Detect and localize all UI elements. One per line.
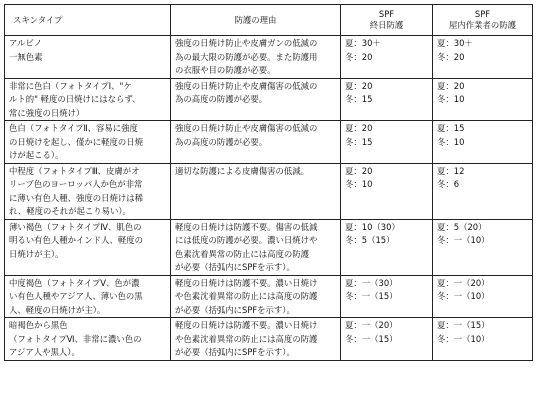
table-row [5,275,533,318]
cell-line: 夏：20 [437,80,465,91]
cell-line: 夏：20 [345,165,373,176]
cell-line: 夏：20 [345,123,373,133]
cell-line: 強度の日焼け防止や皮膚傷害の低減の [175,80,318,91]
spf-indoor-cell [433,78,533,121]
cell-line: 軽度の日焼けは防護不要。傷害の低減 [175,221,318,232]
spf-all-day-cell [341,121,433,164]
cell-line: 日焼けが主）。 [9,248,64,259]
reason-cell [171,36,341,79]
cell-line: 冬：6 [437,179,460,189]
cell-line: リーブ色のヨーロッパ人か色が非常 [9,179,143,189]
skin-type-cell [5,121,171,164]
table-row [5,318,533,361]
skin-type-cell [5,163,171,219]
reason-cell [171,318,341,361]
cell-line: 冬：5（15） [345,235,395,245]
skin-type-cell [5,318,171,361]
cell-line: 強度の日焼け防止や皮膚ガンの低減の [175,38,318,48]
spf-all-day-cell [341,78,433,121]
cell-line: 常に強度の日焼け） [9,107,85,118]
cell-line: が必要（括弧内にSPFを示す）。 [175,262,295,272]
spf-all-day-cell [341,318,433,361]
spf-indoor-cell [433,318,533,361]
cell-line: 冬：15 [345,94,373,104]
skin-type-cell [5,219,171,275]
cell-line: 明るい有色人種かインド人、軽度の [9,235,143,245]
reason-cell [171,219,341,275]
cell-line: 冬：一（10） [437,333,490,344]
skin-type-cell [5,36,171,79]
cell-line: 冬：一（10） [437,291,490,301]
table-row [5,219,533,275]
cell-line: 冬：一（15） [345,333,398,344]
cell-line: 夏：30＋ [437,38,473,48]
header-spf-indoor: SPF 屋内作業者の防護 [433,5,533,36]
cell-line: 冬：20 [437,51,465,62]
spf-indoor-cell [433,219,533,275]
cell-line: 冬：一（15） [345,291,398,301]
cell-line: や色素沈着異常の防止には高度の防護 [175,291,318,301]
cell-line: 強度の日焼け防止や皮膚傷害の低減の [175,123,318,133]
table-row [5,36,533,79]
cell-line: が必要（括弧内にSPFを示す）。 [175,347,295,357]
skin-type-cell [5,275,171,318]
cell-line: 夏：5（20） [437,221,487,232]
reason-cell [171,275,341,318]
spf-all-day-cell [341,163,433,219]
cell-line: 中度褐色（フォトタイプⅤ、色が濃 [9,277,140,288]
header-spf-all-day: SPF 終日防護 [341,5,433,36]
cell-line: 薄い褐色（フォトタイプⅣ、肌色の [9,221,142,232]
cell-line: の衣服や目の防護が必要。 [175,65,276,75]
cell-line: 適切な防護による皮膚傷害の低減。 [175,165,309,176]
cell-line: 夏：15 [437,123,465,133]
spf-all-day-cell [341,275,433,318]
reason-cell [171,163,341,219]
cell-line: が必要（括弧内にSPFを示す）。 [175,304,295,315]
reason-cell [171,78,341,121]
cell-line: 為の高度の防護が必要。 [175,94,268,104]
cell-line: 軽度の日焼けは防護不要。濃い日焼け [175,320,318,330]
cell-line: 夏：10（30） [345,221,400,232]
cell-line: 為の最大限の防護が必要。また防護用 [175,51,318,62]
skin-type-spf-table [4,4,533,361]
cell-line: 暗褐色から黒色 [9,320,68,330]
cell-line: 夏：20 [345,80,373,91]
cell-line: 色素沈着異常の防止には高度の防護 [175,248,309,259]
cell-line: 冬：20 [345,51,373,62]
reason-cell [171,121,341,164]
cell-line: い有色人種やアジア人、薄い色の黒 [9,291,143,301]
spf-indoor-cell [433,121,533,164]
spf-indoor-cell [433,275,533,318]
skin-type-cell [5,78,171,121]
cell-line: 中程度（フォトタイプⅢ、皮膚がオ [9,165,140,176]
spf-indoor-cell [433,163,533,219]
cell-line: 夏：一（30） [345,277,398,288]
cell-line: 夏：一（20） [345,320,398,330]
cell-line: 夏：一（15） [437,320,490,330]
cell-line: けが起こる）。 [9,150,64,160]
cell-line: 色白（フォトタイプⅡ、容易に強度 [9,123,138,133]
cell-line: れ、軽度のそれが起こり易い）。 [9,206,131,216]
cell-line: や色素沈着異常の防止には高度の防護 [175,333,318,344]
cell-line: 冬：一（10） [437,235,490,245]
spf-indoor-cell [433,36,533,79]
cell-line: （フォトタイプⅥ、非常に濃い色の [9,333,142,344]
spf-all-day-cell [341,36,433,79]
cell-line: 人、軽度の日焼けが主）。 [9,304,106,315]
cell-line: 非常に色白（フォトタイプⅠ、"ケ [9,80,132,91]
table-row [5,121,533,164]
cell-line: 夏：一（20） [437,277,490,288]
table-header-row [5,5,533,36]
header-skin-type: スキンタイプ [5,5,171,36]
spf-all-day-cell [341,219,433,275]
table-row [5,78,533,121]
cell-line: 冬：10 [437,136,465,147]
cell-line: アルビノ [9,38,43,48]
cell-line: 一無色素 [9,51,43,62]
cell-line: 冬：10 [437,94,465,104]
cell-line: に薄い有色人種、強度の日焼けは稀 [9,192,143,203]
cell-line: 冬：10 [345,179,373,189]
cell-line: 夏：30＋ [345,38,381,48]
cell-line: 夏：12 [437,165,465,176]
cell-line: アジア人や黒人）。 [9,347,80,357]
cell-line: ルト的" 軽度の日焼けにはならず、 [9,94,141,104]
cell-line: の日焼けを起し、僅かに軽度の日焼 [9,136,143,147]
cell-line: 為の高度の防護が必要。 [175,136,268,147]
cell-line: 軽度の日焼けは防護不要。濃い日焼け [175,277,318,288]
table-row [5,163,533,219]
header-reason: 防護の理由 [171,5,341,36]
cell-line: 冬：15 [345,136,373,147]
cell-line: には低度の防護が必要。濃い日焼けや [175,235,318,245]
